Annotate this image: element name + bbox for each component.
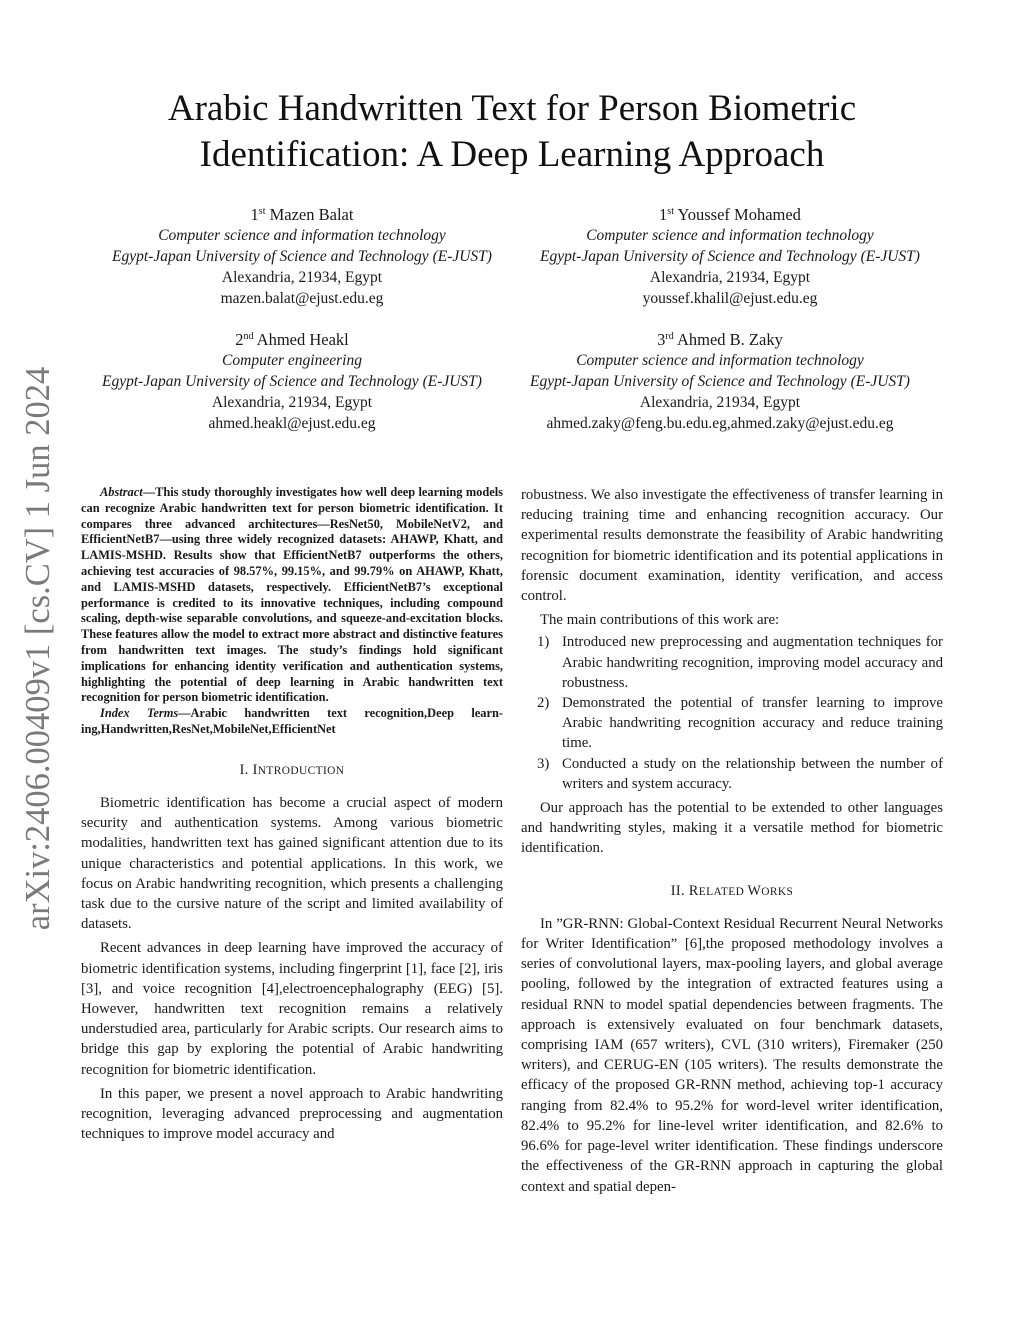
left-column — [81, 485, 503, 1144]
section-heading-related-works: II. RELATED WORKS — [670, 882, 794, 899]
approach-paragraph: Our approach has the potential to be extended to other languages and handwriting styles, making it a versatile method for biometric identification. — [521, 800, 943, 857]
author-email[interactable]: ahmed.heakl@ejust.edu.eg — [208, 415, 376, 432]
contributions-intro: The main contributions of this work are: — [540, 612, 780, 629]
author-city: Alexandria, 21934, Egypt — [211, 394, 373, 411]
author-email[interactable]: mazen.balat@ejust.edu.eg — [220, 290, 384, 307]
author-department: Computer science and information technology — [158, 227, 446, 244]
abstract: Abstract—This study thoroughly investigates how well deep learning models can recognize Arabic handwritten text for person biometric identification. It compares three advanced architectures—ResNet50, MobileNetV2, and EfficientNetB7—using three widely recognized datasets: AHAWP, Khatt, and LAMIS-MSHD. Results show that EfficientNetB7 outperforms the others, achieving test accuracies of 98.57%, 99.15%, and 99.79% on AHAWP, Khatt, and LAMIS-MSHD datasets, respectively. EfficientNetB7’s exceptional performance is credited to its innovative techniques, including compound scaling, depth-wise separable convolutions, and squeeze-and-excitation blocks. These features allow the model to extract more abstract and distinctive features from handwritten text images. The study’s findings hold significant implications for enhancing identity verification and authentication systems, highlighting the potential of deep learning in Arabic handwritten text recognition for person biometric identification. — [81, 485, 503, 705]
title-line-1: Arabic Handwritten Text for Person Biometric — [167, 88, 857, 129]
arxiv-identifier: arXiv:2406.00409v1 [cs.CV] 1 Jun 2024 — [19, 366, 58, 930]
author-block-1 — [60, 201, 544, 309]
author-organization: Egypt-Japan University of Science and Technology (E-JUST) — [102, 373, 482, 390]
author-email[interactable]: ahmed.zaky@feng.bu.edu.eg,ahmed.zaky@ejust.edu.eg — [546, 415, 894, 432]
author-organization: Egypt-Japan University of Science and Technology (E-JUST) — [112, 248, 492, 265]
author-city: Alexandria, 21934, Egypt — [221, 269, 383, 286]
author-city: Alexandria, 21934, Egypt — [639, 394, 801, 411]
author-block-3 — [50, 326, 534, 434]
list-item: 1) Introduced new preprocessing and augmentation techniques for Arabic handwriting recognition, improving model accuracy and robustness. — [537, 634, 943, 691]
author-block-4 — [478, 326, 962, 434]
contributions-list — [521, 632, 943, 794]
list-item: 2) Demonstrated the potential of transfer learning to improve Arabic handwriting recognition accuracy and reduce training time. — [537, 695, 943, 752]
intro-paragraph-1: Biometric identification has become a crucial aspect of modern security and authentication systems. Among various biometric modalities, handwritten text has gained significant attention due to its unique characteristics and potential applications. In this work, we focus on Arabic handwriting recognition, which presents a challenging task due to the cursive nature of the script and limited availability of datasets. — [81, 794, 503, 933]
intro-paragraph-2: Recent advances in deep learning have improved the accuracy of biometric identification systems, including fingerprint [1], face [2], iris [3], and voice recognition [4],electroencephalography (EEG) [5]. However, handwritten text recognition remains a relatively understudied area, particularly for Arabic scripts. Our research aims to bridge this gap by exploring the potential of Arabic handwriting recognition for biometric identification. — [81, 940, 503, 1078]
author-name: 1st Mazen Balat — [250, 205, 354, 224]
author-name: 2nd Ahmed Heakl — [235, 330, 349, 349]
author-department: Computer science and information technology — [586, 227, 874, 244]
list-item: 3) Conducted a study on the relationship between the number of writers and system accuracy. — [537, 755, 943, 792]
index-terms: Index Terms—Arabic handwritten text recognition,Deep learning,Handwritten,ResNet,MobileNet,EfficientNet — [81, 706, 503, 736]
author-organization: Egypt-Japan University of Science and Technology (E-JUST) — [530, 373, 910, 390]
author-email[interactable]: youssef.khalil@ejust.edu.eg — [642, 290, 818, 307]
author-name: 3rd Ahmed B. Zaky — [657, 330, 783, 349]
paper-title — [60, 86, 964, 178]
related-works-paragraph: In ”GR-RNN: Global-Context Residual Recurrent Neural Networks for Writer Identification” [6],the proposed methodology involves a series of convolutional layers, max-pooling layers, and global average pooling, followed by the integration of extracted features using a residual RNN to model spatial dependencies between fragments. The approach is extensively evaluated on four benchmark datasets, comprising IAM (657 writers), CVL (310 writers), Firemaker (250 writers), and CERUG-EN (105 writers). The results demonstrate the efficacy of the proposed GR-RNN method, achieving top-1 accuracy ranging from 82.4% to 95.2% for word-level writer identification, 82.4% to 95.2% for line-level writer identification, and 82.6% to 96.6% for page-level writer identification. These findings underscore the effectiveness of the GR-RNN approach in capturing the global context and spatial depen- — [521, 915, 943, 1195]
section-heading-introduction: I. INTRODUCTION — [239, 761, 345, 778]
author-block-2 — [488, 201, 972, 309]
author-city: Alexandria, 21934, Egypt — [649, 269, 811, 286]
author-department: Computer engineering — [222, 352, 362, 369]
author-department: Computer science and information technology — [576, 352, 864, 369]
intro-paragraph-3: In this paper, we present a novel approach to Arabic handwriting recognition, leveraging advanced preprocessing and augmentation techniques to improve model accuracy and — [81, 1085, 503, 1143]
author-organization: Egypt-Japan University of Science and Technology (E-JUST) — [540, 248, 920, 265]
intro-continued-paragraph: robustness. We also investigate the effectiveness of transfer learning in reducing training time and enhancing recognition accuracy. Our experimental results demonstrate the feasibility of Arabic handwriting recognition for biometric identification and its potential applications in forensic document examination, identity verification, and access control. — [521, 487, 943, 605]
right-column — [521, 485, 943, 1197]
author-name: 1st Youssef Mohamed — [659, 205, 801, 224]
title-line-2: Identification: A Deep Learning Approach — [199, 134, 825, 175]
